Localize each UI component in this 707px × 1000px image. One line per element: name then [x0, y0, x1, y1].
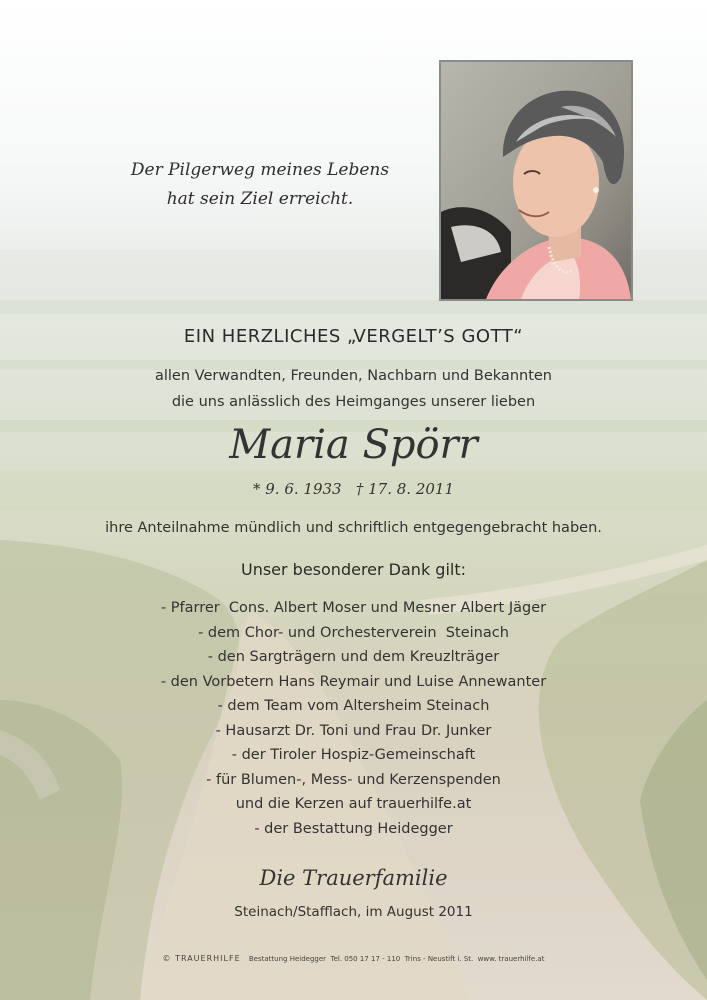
- portrait-photo: [439, 60, 633, 301]
- thanks-item: - dem Chor- und Orchesterverein Steinach: [198, 624, 509, 641]
- thanks-item: - der Bestattung Heidegger: [254, 820, 453, 837]
- thanks-item: - für Blumen-, Mess- und Kerzenspenden: [206, 771, 501, 788]
- motto-line-1: Der Pilgerweg meines Lebens: [130, 160, 390, 180]
- thanks-item: - Hausarzt Dr. Toni und Frau Dr. Junker: [215, 722, 492, 739]
- thanks-item: - dem Team vom Altersheim Steinach: [217, 698, 490, 714]
- footer: [0, 954, 707, 963]
- footer-text: Bestattung Heidegger Tel. 050 17 17 - 110 Trins - Neustift i. St. www. trauerhilfe.at: [248, 955, 545, 963]
- thanks-list: [0, 596, 707, 841]
- thanks-item: - der Tiroler Hospiz-Gemeinschaft: [231, 747, 476, 763]
- heading: EIN HERZLICHES „VERGELT’S GOTT“: [183, 326, 524, 347]
- life-dates: * 9. 6. 1933 † 17. 8. 2011: [252, 480, 455, 498]
- motto-line-2: hat sein Ziel erreicht.: [166, 189, 354, 209]
- thanks-item: und die Kerzen auf trauerhilfe.at: [235, 796, 472, 812]
- trauerhilfe-logo: © TRAUERHILFE: [162, 954, 241, 963]
- portrait-image: [441, 62, 631, 299]
- place-date: Steinach/Stafflach, im August 2011: [234, 904, 473, 920]
- thanks-heading: Unser besonderer Dank gilt:: [240, 560, 467, 579]
- motto: [100, 156, 420, 214]
- family-signature: Die Trauerfamilie: [259, 866, 448, 890]
- intro-line-2: die uns anlässlich des Heimganges unserer lieben: [171, 394, 536, 410]
- thanks-item: - den Sargträgern und dem Kreuzlträger: [207, 649, 500, 665]
- thanks-item: - den Vorbetern Hans Reymair und Luise Annewanter: [160, 673, 547, 690]
- intro-line-1: allen Verwandten, Freunden, Nachbarn und Bekannten: [154, 368, 552, 384]
- deceased-name: Maria Spörr: [229, 422, 478, 468]
- thanks-item: - Pfarrer Cons. Albert Moser und Mesner Albert Jäger: [160, 600, 547, 616]
- participation-text: ihre Anteilnahme mündlich und schriftlich entgegengebracht haben.: [105, 520, 602, 536]
